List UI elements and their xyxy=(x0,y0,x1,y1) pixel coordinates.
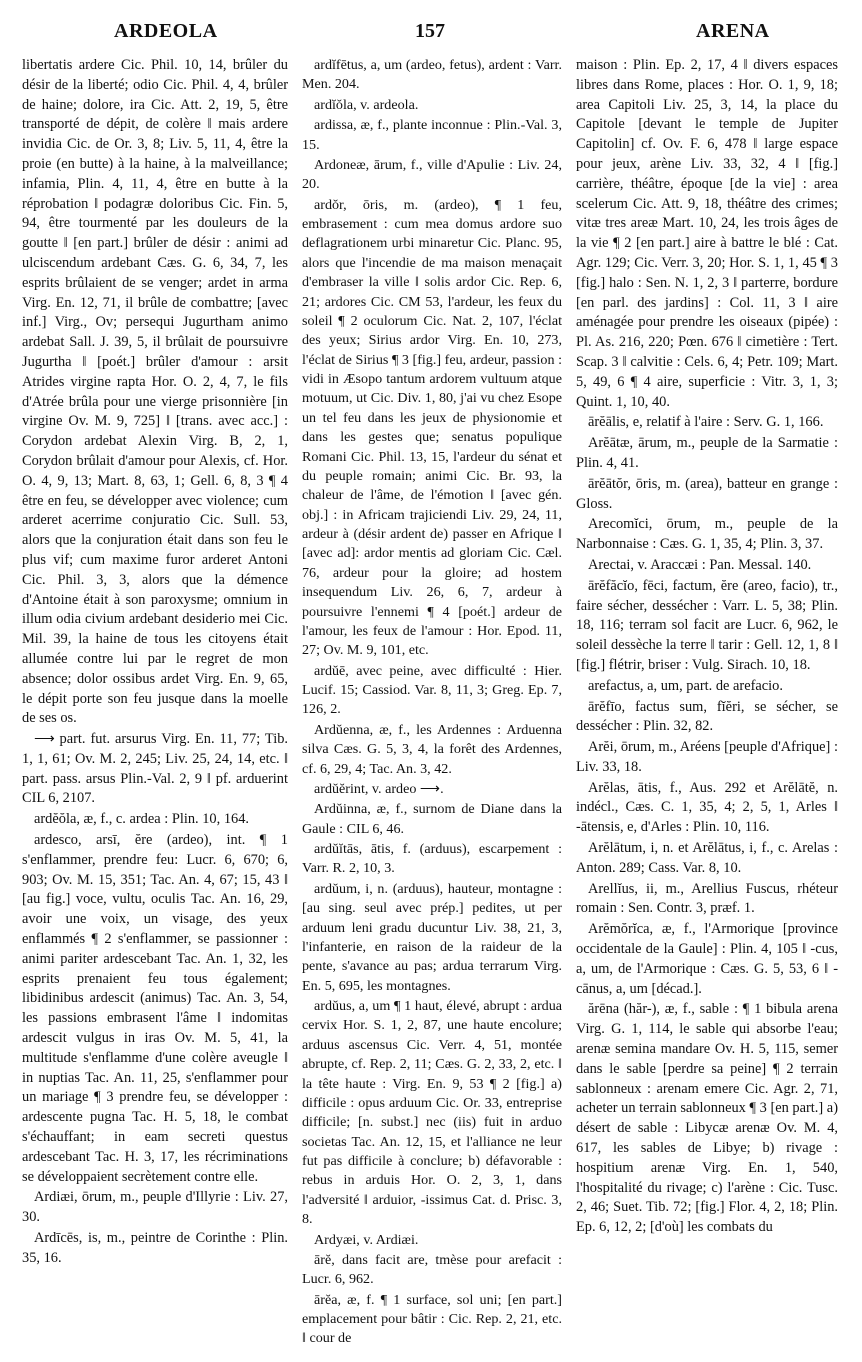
entry-arefactus: arefactus, a, um, part. de arefacio. xyxy=(588,677,783,694)
entry-arellius: Arellĭus, ii, m., Arellius Fuscus, rhéteur romain : Sen. Contr. 3, præf. 1. xyxy=(576,880,838,917)
header-last-entry: ARENA xyxy=(696,20,770,42)
column-right xyxy=(576,56,838,1239)
entry-area-continued: maison : Plin. Ep. 2, 17, 4 ‖ divers espaces libres dans Rome, places : Hor. O. 1, 9, 18; area Capitoli Liv. 25, 3, 14, la place du Capitole [devant le temple de Jupiter Capitolin] cf. Ov. F. 6, 478 ‖ large espace pour jeux, arène Liv. 33, 32, 4 ‖ [fig.] carrière, théâtre, époque [de la vie] : area scelerum Cic. Att. 9, 18, théâtre des crimes; vitæ tres areæ Mart. 10, 24, les trois âges de la vie ¶ 2 [en part.] aire à battre le blé : Cat. Agr. 129; Cic. Verr. 3, 20; Hor. S. 1, 1, 45 ¶ 3 [fig.] halo : Sen. N. 1, 2, 3 ‖ parterre, bordure [en parl. des jardins] : Col. 11, 3 ‖ aire aménagée pour prendre les oiseaux (pipée) : Pl. As. 216, 220; Pœn. 676 ‖ cimetière : Tert. Scap. 3 ‖ calvitie : Cels. 6, 4; Petr. 109; Mart. 5, 49, 6 ¶ 4 aire, superficie : Vitr. 3, 1, 3; Quint. 1, 10, 40. xyxy=(576,57,838,410)
entry-ardissa: ardissa, æ, f., plante inconnue : Plin.-Val. 3, 15. xyxy=(302,117,562,153)
entry-ardeola: ardĕŏla, æ, f., c. ardea : Plin. 10, 164. xyxy=(34,811,250,828)
entry-arealis: ārĕālis, e, relatif à l'aire : Serv. G. 1, 166. xyxy=(588,414,824,431)
entry-arelatum: Arĕlātum, i, n. et Arĕlātus, i, f., c. Arelas : Anton. 289; Cass. Var. 8, 10. xyxy=(576,840,838,876)
entry-ardoneae: Ardoneæ, ārum, f., ville d'Apulie : Liv. 24, 20. xyxy=(302,156,562,193)
entry-ardue: ardŭē, avec peine, avec difficulté : Hier. Lucif. 15; Cassiod. Var. 8, 11, 3; Greg. Ep. 7, 126, 2. xyxy=(302,662,562,718)
entry-ardeo-continued: libertatis ardere Cic. Phil. 10, 14, brûler du désir de la liberté; odio Cic. Phil. 4, 4, brûler de haine; dolore, ira Cic. Att. 2, 19, 5, être transporté de dépit, de colère ‖ mais ardere invidia Cic. de Or. 3, 8; Liv. 5, 11, 4, être la proie (en butte) à la haine, à la malveillance; infamia, Plin. 4, 11, 4, être en butte à la réprobation ‖ podagræ doloribus Cic. Fin. 5, 94, être tourmenté par les douleurs de la goutte ‖ [en part.] brûler de désir : animi ad ulciscendum ardebant Cæs. G. 6, 34, 7, les esprits brûlaient de se venger; ardet in arma Virg. En. 12, 71, il brûle de combattre; [avec inf.] Virg., Ov; persequi Jugurtham animo ardebat Sall. J. 39, 5, il brûlait de poursuivre Jugurtha ‖ [poét.] brûler d'amour : arsit Atrides virgine rapta Hor. O. 2, 4, 7, le fils d'Atrée brûla pour une vierge prisonnière [in virgine Ov. M. 9, 725] ‖ [trans. avec acc.] : Corydon ardebat Alexin Virg. B, 2, 1, Corydon brûlait d'amour pour Alexis, cf. Hor. O. 4, 9, 13; Mart. 8, 63, 1; Gell. 6, 8, 3 ¶ 4 être en feu, se développer avec violence; cum arderet acerrime conjuratio Cic. Sull. 53, alors que la conjuration était dans son feu le plus vif; cum maxime furor arderet Antoni Cic. Phil. 3, 3, alors que la démence d'Antoine était à son paroxysme; omnium in illum odia civium ardebant desiderio mei Cic. Mil. 39, la haine de tous les citoyens était allumée contre lui par le regret de mon absence; dolor ossibus ardet Virg. En. 9, 65, le dépit porte son feu jusque dans la moelle de ses os. xyxy=(22,57,288,727)
entry-areatae: Arĕātæ, ārum, m., peuple de la Sarmatie : Plin. 4, 41. xyxy=(576,435,838,471)
entry-arduenna: Ardŭenna, æ, f., les Ardennes : Arduenna silva Cæs. G. 5, 3, 4, la forêt des Ardennes, cf. 6, 29, 4; Tac. An. 3, 42. xyxy=(302,721,562,777)
header-first-entry: ARDEOLA xyxy=(114,20,218,42)
entry-arduinna: Ardŭinna, æ, f., surnom de Diane dans la Gaule : CIL 6, 46. xyxy=(302,801,562,837)
entry-ardesco: ardesco, arsī, ĕre (ardeo), int. ¶ 1 s'enflammer, prendre feu: Lucr. 6, 670; 6, 903; Ov. M. 15, 351; Tac. An. 4, 67; 15, 43 ‖ [au fig.] voce, vultu, oculis Tac. An. 16, 29, avoir une voix, un visage, des yeux enflammés ¶ 2 s'enflammer, se passionner : animi pariter ardescebant Tac. An. 1, 32, les esprits prenaient feu tous également; libidinibus ardescit (animus) Tac. An. 3, 54, les passions embrasent l'âme ‖ indomitas ardescit vulgus in iras Ov. M. 5, 41, la multitude s'enflamme d'une colère aveugle ‖ in nuptias Tac. An. 11, 25, s'enflammer pour un mariage ¶ 3 prendre feu, se développer : ardescente pugna Tac. H. 5, 18, le combat s'échauffant; in eam secreti questus ardescebant Tac. H. 3, 17, les récriminations se développaient secrètement contre elle. xyxy=(22,832,288,1185)
entry-ardiola: ardĭŏla, v. ardeola. xyxy=(314,96,419,113)
entry-arei: Arĕi, ōrum, m., Aréens [peuple d'Afrique] : Liv. 33, 18. xyxy=(576,739,838,775)
page-number: 157 xyxy=(415,20,445,42)
column-middle xyxy=(302,56,562,1350)
entry-ardor: ardŏr, ōris, m. (ardeo), ¶ 1 feu, embrasement : cum mea domus ardore suo deflagrationem urbi minaretur Cic. Planc. 95, alors que l'incendie de ma maison menaçait d'embraser la ville ‖ solis ardor Cic. Rep. 6, 21; ardores Cic. CM 53, l'ardeur, les feux du soleil ¶ 2 oculorum Cic. Nat. 2, 107, l'éclat des yeux; Sirius ardor Virg. En. 10, 273, l'éclat de Sirius ¶ 3 [fig.] feu, ardeur, passion : vidi in Æsopo tantum ardorem vultuum atque motuum, ut Cic. Div. 1, 80, j'ai vu chez Esope un tel feu dans les jeux de physionomie et dans les gestes que; senatus populique Romani Cic. Phil. 13, 15, l'ardeur du sénat et du peuple romain; animi Cic. Br. 93, la chaleur de l'âme, de l'émotion ‖ [avec gén. obj.] : in Africam trajiciendi Liv. 29, 24, 11, ardeur à (désir ardent de) passer en Afrique ‖ [avec ad]: ardor mentis ad gloriam Cic. Cæl. 76, ardeur pour la gloire; ad hostem insequendum Liv. 26, 6, 7, ardeur à poursuivre l'ennemi ¶ 4 [poét.] ardeur de l'amour, les feux de l'amour : Hor. Epod. 11, 27; Ov. M. 9, 101, etc. xyxy=(302,196,562,659)
entry-arduerint: ardŭĕrint, v. ardeo ⟶. xyxy=(314,780,444,797)
entry-are: ārĕ, dans facit are, tmèse pour arefacit : Lucr. 6, 962. xyxy=(302,1251,562,1288)
column-left xyxy=(22,56,288,1270)
entry-area: ārĕa, æ, f. ¶ 1 surface, sol uni; [en part.] emplacement pour bâtir : Cic. Rep. 2, 21, etc. ‖ cour de xyxy=(302,1291,562,1347)
entry-aremorica: Arĕmŏrĭca, æ, f., l'Armorique [province occidentale de la Gaule] : Plin. 4, 105 ‖ -cus, a, um, de l'Armorique : Cæs. G. 5, 53, 6 ‖ -cānus, a, um [décad.]. xyxy=(576,921,838,997)
entry-ardeo-forms: ⟶ part. fut. arsurus Virg. En. 11, 77; Tib. 1, 1, 61; Ov. M. 2, 245; Liv. 25, 24, 14, etc. ‖ part. pass. arsus Plin.-Val. 2, 9 ‖ pf. arduerint CIL 6, 2107. xyxy=(22,731,288,807)
entry-arduitas: ardŭĭtās, ātis, f. (arduus), escarpement : Varr. R. 2, 10, 3. xyxy=(302,841,562,877)
entry-arduus: ardŭus, a, um ¶ 1 haut, élevé, abrupt : ardua cervix Hor. S. 1, 2, 87, une haute encolure; arduus ascensus Cic. Verr. 4, 51, montée abrupte, cf. Rep. 2, 11; Cæs. G. 2, 33, 2, etc. ‖ la tête haute : Virg. En. 9, 53 ¶ 2 [fig.] a) difficile : opus arduum Cic. Or. 33, entreprise difficile; [n. subst.] nec (iis) fuit in arduo societas Tac. An. 12, 15, et l'alliance ne leur fut pas difficile à conclure; b) défavorable : rebus in arduis Hor. O. 2, 3, 1, dans l'adversité ‖ arduior, -issimus Cat. d. Prisc. 3, 8. xyxy=(302,998,562,1228)
entry-ardyaei: Ardyæi, v. Ardiæi. xyxy=(314,1231,419,1248)
entry-arduum: ardŭum, i, n. (arduus), hauteur, montagne : [au sing. seul avec prép.] pedites, ut per arduum leni gradu ducuntur Liv. 38, 21, 3, l'infanterie, en raison de la raideur de la pente, s'avance au pas; ardua terrarum Virg. En. 5, 695, les montagnes. xyxy=(302,880,562,994)
entry-ardiaei: Ardiæi, ōrum, m., peuple d'Illyrie : Liv. 27, 30. xyxy=(22,1189,288,1226)
entry-arefacio: ārĕfăcĭo, fēci, factum, ĕre (areo, facio), tr., faire sécher, dessécher : Varr. L. 5, 38; Plin. 18, 116; terram sol facit are Lucr. 6, 962, le soleil dessèche la terre ‖ tarir : Gell. 12, 1, 8 ‖ [fig.] flétrir, briser : Vulg. Sirach. 10, 18. xyxy=(576,577,838,673)
entry-ardices: Ardīcēs, is, m., peintre de Corinthe : Plin. 35, 16. xyxy=(22,1230,288,1266)
entry-arena: ărēna (hăr-), æ, f., sable : ¶ 1 bibula arena Virg. G. 1, 114, le sable qui absorbe l'eau; arenæ semina mandare Ov. H. 5, 115, semer dans le sable [perdre sa peine] ¶ 2 terrain sablonneux : arenam emere Cic. Agr. 2, 71, acheter un terrain sablonneux ¶ 3 [en part.] a) désert de sable : Libycæ arenæ Ov. M. 4, 617, les sables de Libye; b) rivage : hospitium arenæ Virg. En. 1, 540, l'hospitalité du rivage; c) l'arène : Cic. Tusc. 2, 46; Suet. Tib. 72; [fig.] Flor. 4, 2, 18; Plin. Ep. 6, 12, 2; [d'où] les combats du xyxy=(576,1001,838,1236)
entry-arectai: Arectai, v. Araccæi : Pan. Messal. 140. xyxy=(588,556,812,573)
entry-arelas: Arĕlas, ātis, f., Aus. 292 et Arĕlātĕ, n. indécl., Cæs. C. 1, 35, 4; 2, 5, 1, Arles ‖ -ātensis, e, d'Arles : Plin. 10, 116. xyxy=(576,779,838,836)
entry-ardifetus: ardĭfētus, a, um (ardeo, fetus), ardent : Varr. Men. 204. xyxy=(302,57,562,93)
entry-arecomici: Arecomĭci, ōrum, m., peuple de la Narbonnaise : Cæs. G. 1, 35, 4; Plin. 3, 37. xyxy=(576,516,838,553)
entry-arefio: ārĕfīo, factus sum, fĭĕri, se sécher, se dessécher : Plin. 32, 82. xyxy=(576,698,838,735)
entry-areator: ārĕātŏr, ōris, m. (area), batteur en grange : Gloss. xyxy=(576,475,838,512)
running-head xyxy=(12,12,848,50)
